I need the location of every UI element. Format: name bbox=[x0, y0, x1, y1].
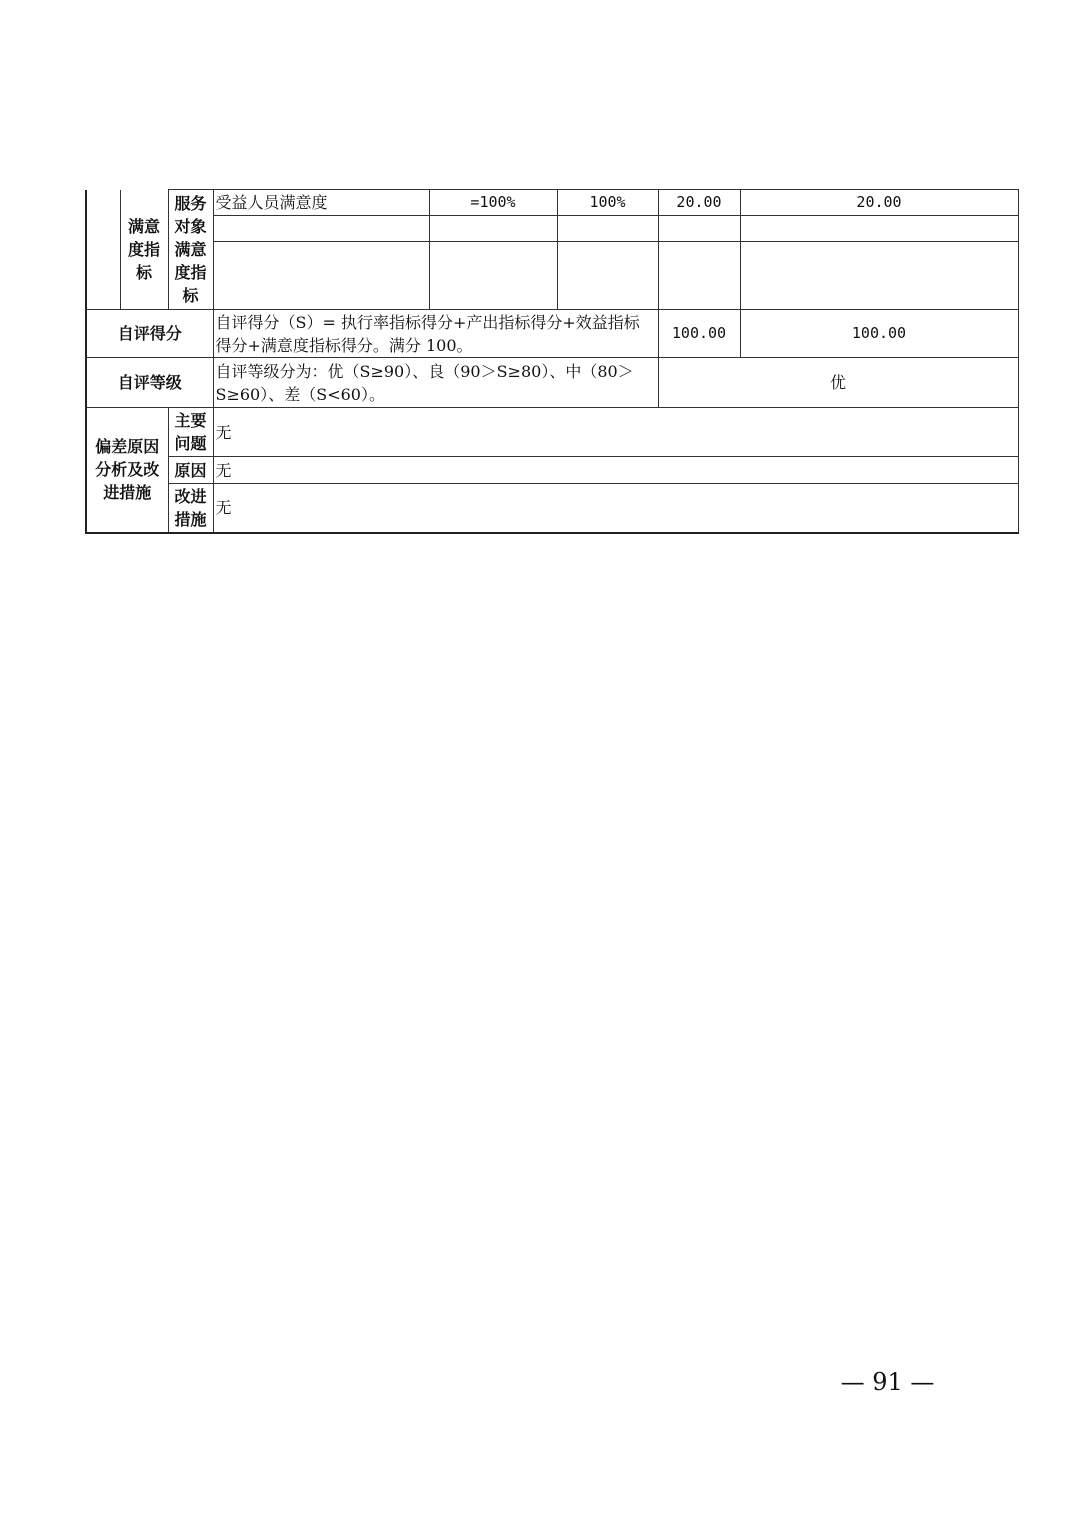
deviation-item-label: 原因 bbox=[168, 457, 213, 484]
deviation-item-label: 改进措施 bbox=[168, 484, 213, 533]
indicator-actual: 100% bbox=[557, 190, 658, 216]
self-grade-row bbox=[86, 358, 1018, 408]
indicator-score bbox=[740, 242, 1018, 310]
self-score-label: 自评得分 bbox=[86, 310, 213, 358]
deviation-item-value: 无 bbox=[213, 408, 1018, 457]
indicator-score bbox=[740, 216, 1018, 242]
deviation-row bbox=[86, 484, 1018, 533]
indicator-name bbox=[213, 216, 429, 242]
table-row bbox=[86, 216, 1018, 242]
indicator-target bbox=[429, 242, 557, 310]
self-score-value: 100.00 bbox=[740, 310, 1018, 358]
deviation-item-label: 主要问题 bbox=[168, 408, 213, 457]
self-grade-label: 自评等级 bbox=[86, 358, 213, 408]
indicator-score: 20.00 bbox=[740, 190, 1018, 216]
category-label: 满意度指标 bbox=[120, 190, 168, 310]
deviation-row bbox=[86, 457, 1018, 484]
deviation-label: 偏差原因分析及改进措施 bbox=[86, 408, 168, 533]
self-score-row bbox=[86, 310, 1018, 358]
indicator-weight bbox=[658, 242, 740, 310]
indicator-target: =100% bbox=[429, 190, 557, 216]
deviation-item-value: 无 bbox=[213, 457, 1018, 484]
indicator-name bbox=[213, 242, 429, 310]
indicator-weight: 20.00 bbox=[658, 190, 740, 216]
outer-category-cell bbox=[86, 190, 120, 310]
indicator-target bbox=[429, 216, 557, 242]
self-grade-value: 优 bbox=[658, 358, 1018, 408]
self-score-full: 100.00 bbox=[658, 310, 740, 358]
deviation-row bbox=[86, 408, 1018, 457]
performance-evaluation-table bbox=[85, 189, 1019, 534]
subcategory-label: 服务对象满意度指标 bbox=[168, 190, 213, 310]
table-row bbox=[86, 242, 1018, 310]
indicator-name: 受益人员满意度 bbox=[213, 190, 429, 216]
indicator-actual bbox=[557, 242, 658, 310]
indicator-actual bbox=[557, 216, 658, 242]
page-number: — 91 — bbox=[840, 1368, 935, 1396]
indicator-weight bbox=[658, 216, 740, 242]
table-row bbox=[86, 190, 1018, 216]
self-grade-description: 自评等级分为：优（S≥90）、良（90＞S≥80）、中（80＞S≥60）、差（S<60）。 bbox=[213, 358, 658, 408]
deviation-item-value: 无 bbox=[213, 484, 1018, 533]
self-score-description: 自评得分（S）= 执行率指标得分+产出指标得分+效益指标得分+满意度指标得分。满分 100。 bbox=[213, 310, 658, 358]
